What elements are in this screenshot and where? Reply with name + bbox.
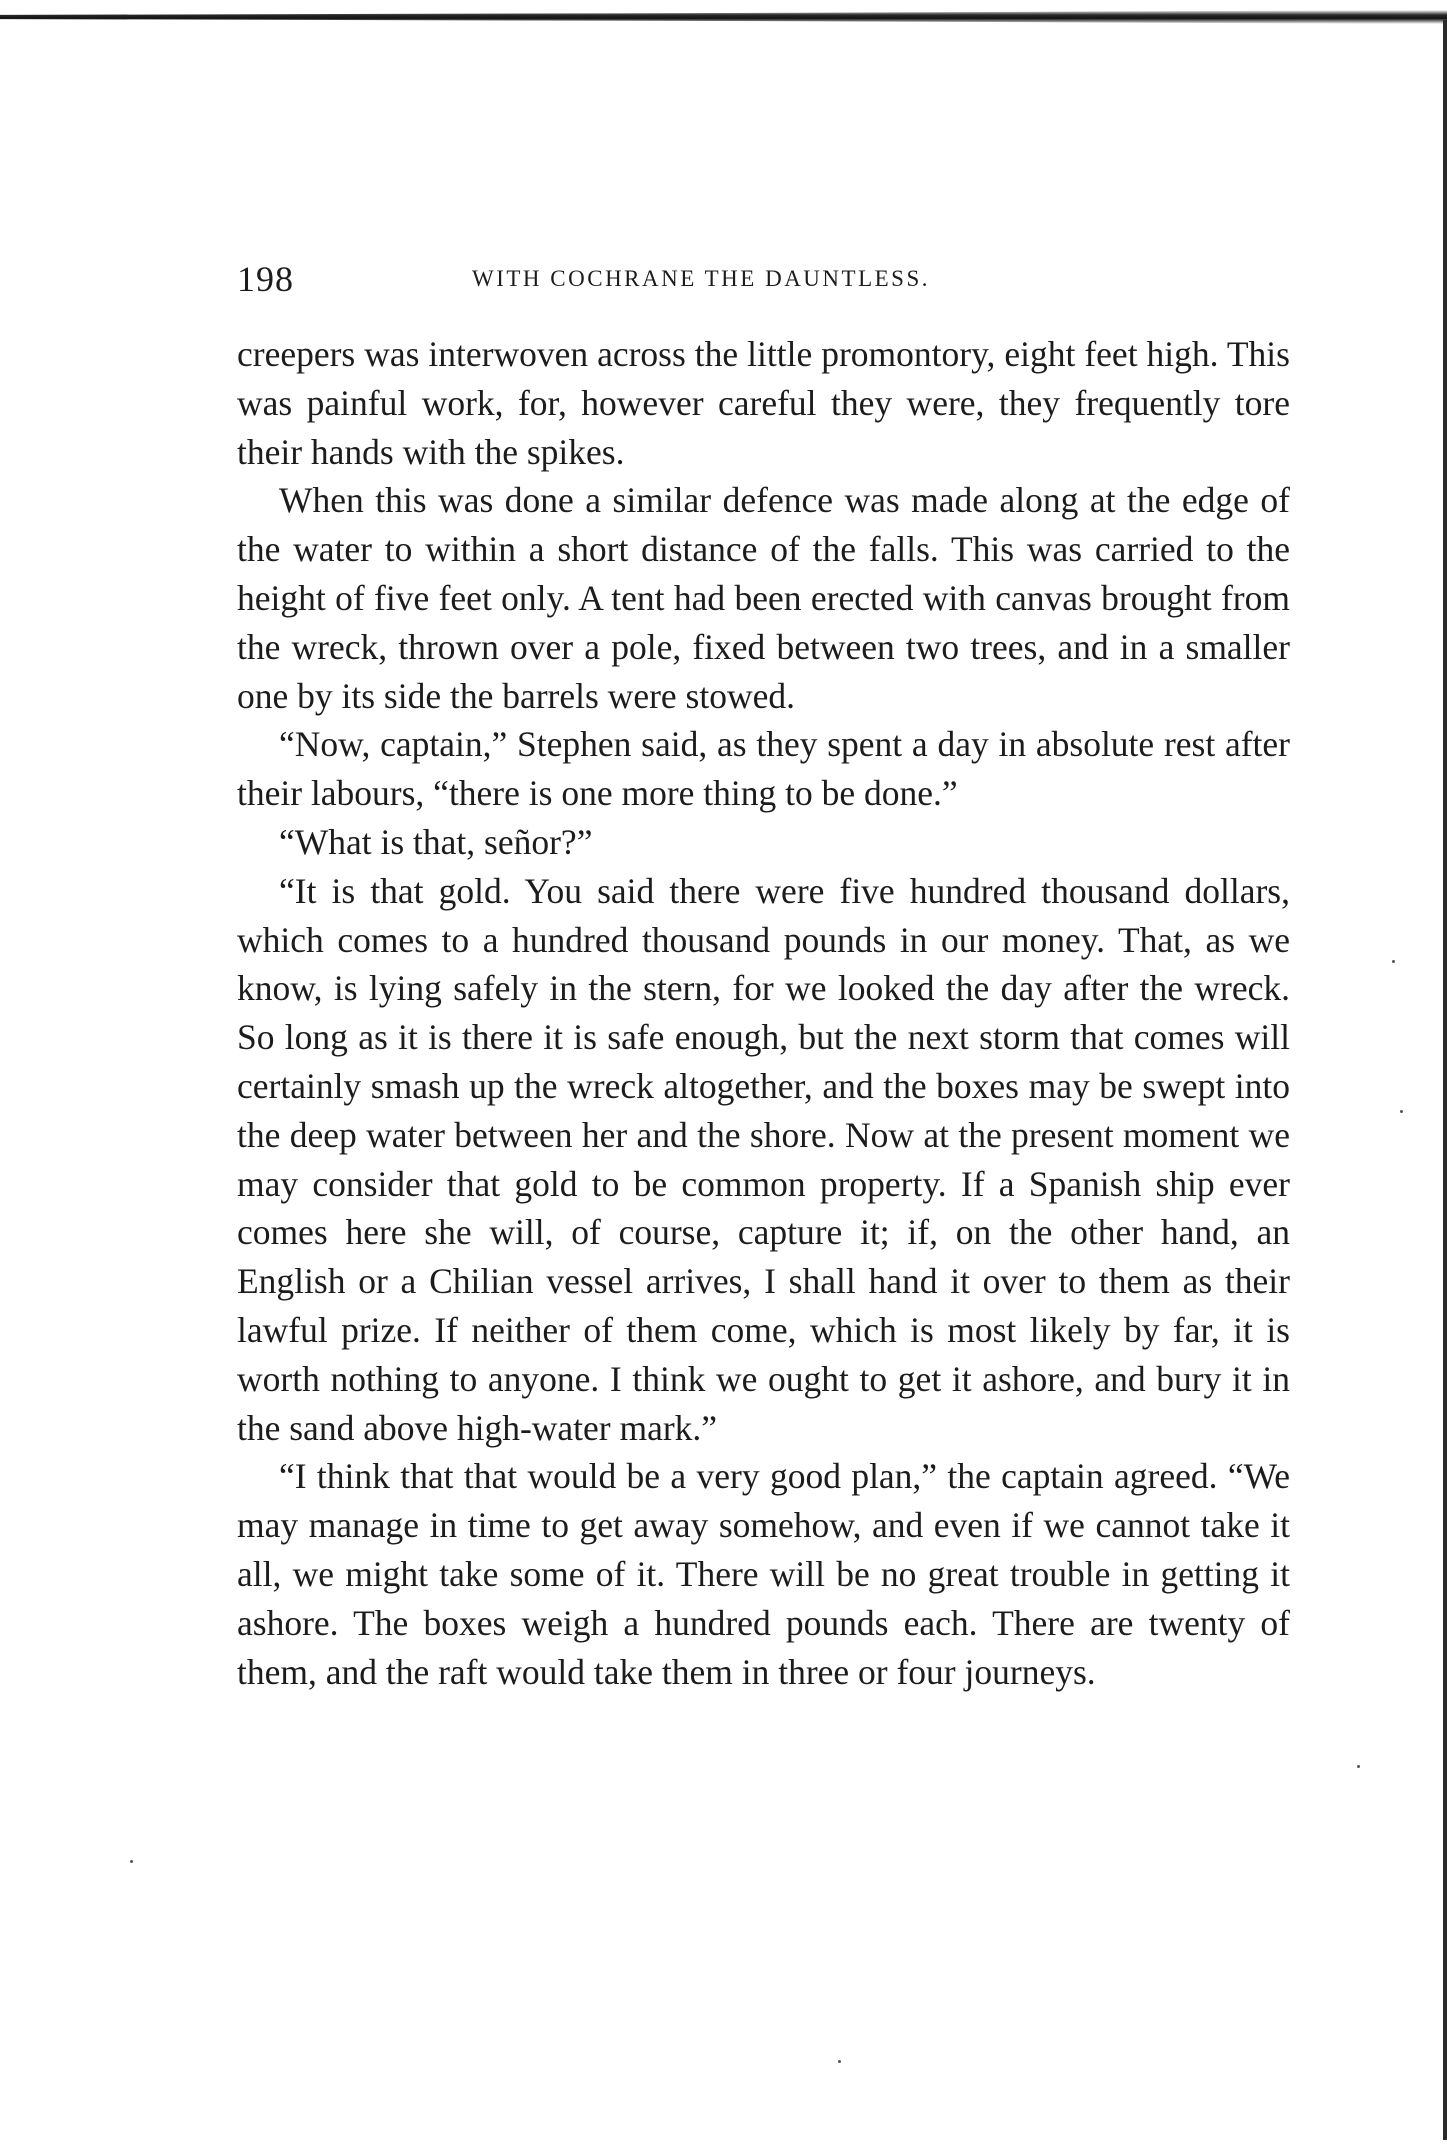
paper-speck	[1357, 1765, 1360, 1768]
paper-speck	[1392, 960, 1395, 963]
paragraph: When this was done a similar defence was made along at the edge of the water to within a short distance of the falls. This was carried to the height of five feet only. A tent had been erected with canvas brought from the wreck, thrown over a pole, fixed between two trees, and in a smaller one by its side the barrels were stowed.	[237, 480, 1290, 716]
page-header	[237, 258, 1290, 306]
page-edge-shadow	[1443, 20, 1447, 2140]
top-border-rule	[0, 10, 1447, 24]
paper-speck	[1400, 1110, 1403, 1113]
paper-speck	[838, 2060, 841, 2063]
page-number: 198	[237, 259, 294, 299]
running-title: WITH COCHRANE THE DAUNTLESS.	[472, 266, 931, 291]
paragraph: “It is that gold. You said there were five hundred thousand dollars, which comes to a hundred thousand pounds in our money. That, as we know, is lying safely in the stern, for we looked the day after the wreck. So long as it is there it is safe enough, but the next storm that comes will certainly smash up the wreck altogether, and the boxes may be swept into the deep water between her and the shore. Now at the present moment we may consider that gold to be common property. If a Spanish ship ever comes here she will, of course, capture it; if, on the other hand, an English or a Chilian vessel arrives, I shall hand it over to them as their lawful prize. If neither of them come, which is most likely by far, it is worth nothing to anyone. I think we ought to get it ashore, and bury it in the sand above high-water mark.”	[237, 870, 1290, 1448]
paragraph: “What is that, señor?”	[279, 821, 593, 862]
body-text	[237, 330, 1290, 1696]
paragraph-continuation: creepers was interwoven across the little promontory, eight feet high. This was painful work, for, however careful they were, they frequently tore their hands with the spikes.	[237, 334, 1290, 472]
paragraph: “I think that that would be a very good plan,” the captain agreed. “We may manage in time to get away somehow, and even if we cannot take it all, we might take some of it. There will be no great trouble in getting it ashore. The boxes weigh a hundred pounds each. There are twenty of them, and the raft would take them in three or four journeys.	[237, 1456, 1290, 1692]
paragraph: “Now, captain,” Stephen said, as they spent a day in absolute rest after their labours, “there is one more thing to be done.”	[237, 724, 1290, 814]
paper-speck	[130, 1860, 133, 1863]
